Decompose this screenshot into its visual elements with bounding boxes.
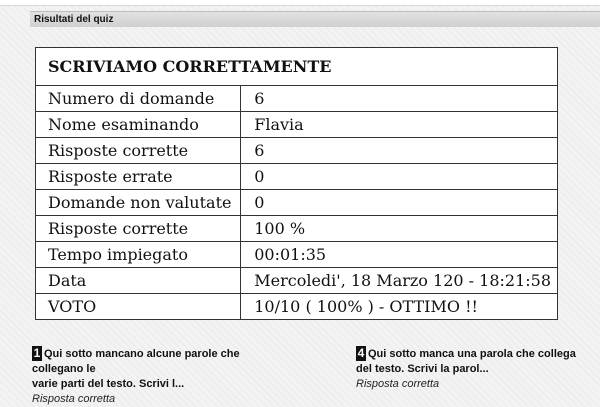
quiz-title: SCRIVIAMO CORRETTAMENTE (36, 48, 558, 86)
table-row (36, 138, 558, 164)
answer-status: Risposta corretta (356, 378, 440, 390)
row-label: Numero di domande (36, 86, 241, 112)
row-label: Data (36, 268, 241, 294)
question-summary-1[interactable] (32, 346, 282, 407)
row-value: Mercoledi', 18 Marzo 120 - 18:21:58 (241, 268, 558, 294)
row-value: Flavia (241, 112, 558, 138)
row-label: Nome esaminando (36, 112, 241, 138)
row-value: 6 (241, 138, 558, 164)
row-value: 00:01:35 (241, 242, 558, 268)
table-row (36, 268, 558, 294)
answer-status: Risposta corretta (32, 393, 116, 405)
row-value: 0 (241, 190, 558, 216)
question-summary-4[interactable] (356, 346, 600, 392)
row-value: 0 (241, 164, 558, 190)
row-label: Risposte corrette (36, 216, 241, 242)
row-label: Domande non valutate (36, 190, 241, 216)
section-header: Risultati del quiz (30, 11, 600, 27)
row-label: VOTO (36, 294, 241, 320)
row-value: 6 (241, 86, 558, 112)
results-table (35, 47, 558, 320)
table-row (36, 86, 558, 112)
row-label: Risposte errate (36, 164, 241, 190)
row-value: 100 % (241, 216, 558, 242)
table-row (36, 294, 558, 320)
row-value: 10/10 ( 100% ) - OTTIMO !! (241, 294, 558, 320)
question-line-1[interactable]: Qui sotto manca una parola che collega (368, 348, 576, 360)
question-number-badge: 1 (33, 346, 41, 360)
table-row (36, 112, 558, 138)
table-row (36, 216, 558, 242)
question-line-2[interactable]: varie parti del testo. Scrivi l... (32, 378, 185, 390)
question-line-2[interactable]: del testo. Scrivi la parol... (356, 363, 489, 375)
row-label: Risposte corrette (36, 138, 241, 164)
row-label: Tempo impiegato (36, 242, 241, 268)
table-row (36, 242, 558, 268)
table-title-row (36, 48, 558, 86)
table-row (36, 190, 558, 216)
top-border (0, 0, 600, 6)
question-line-1[interactable]: Qui sotto mancano alcune parole che collegano le (32, 348, 240, 375)
table-row (36, 164, 558, 190)
question-text[interactable] (32, 346, 282, 377)
question-text[interactable] (356, 346, 600, 362)
question-number-badge: 4 (357, 346, 365, 360)
